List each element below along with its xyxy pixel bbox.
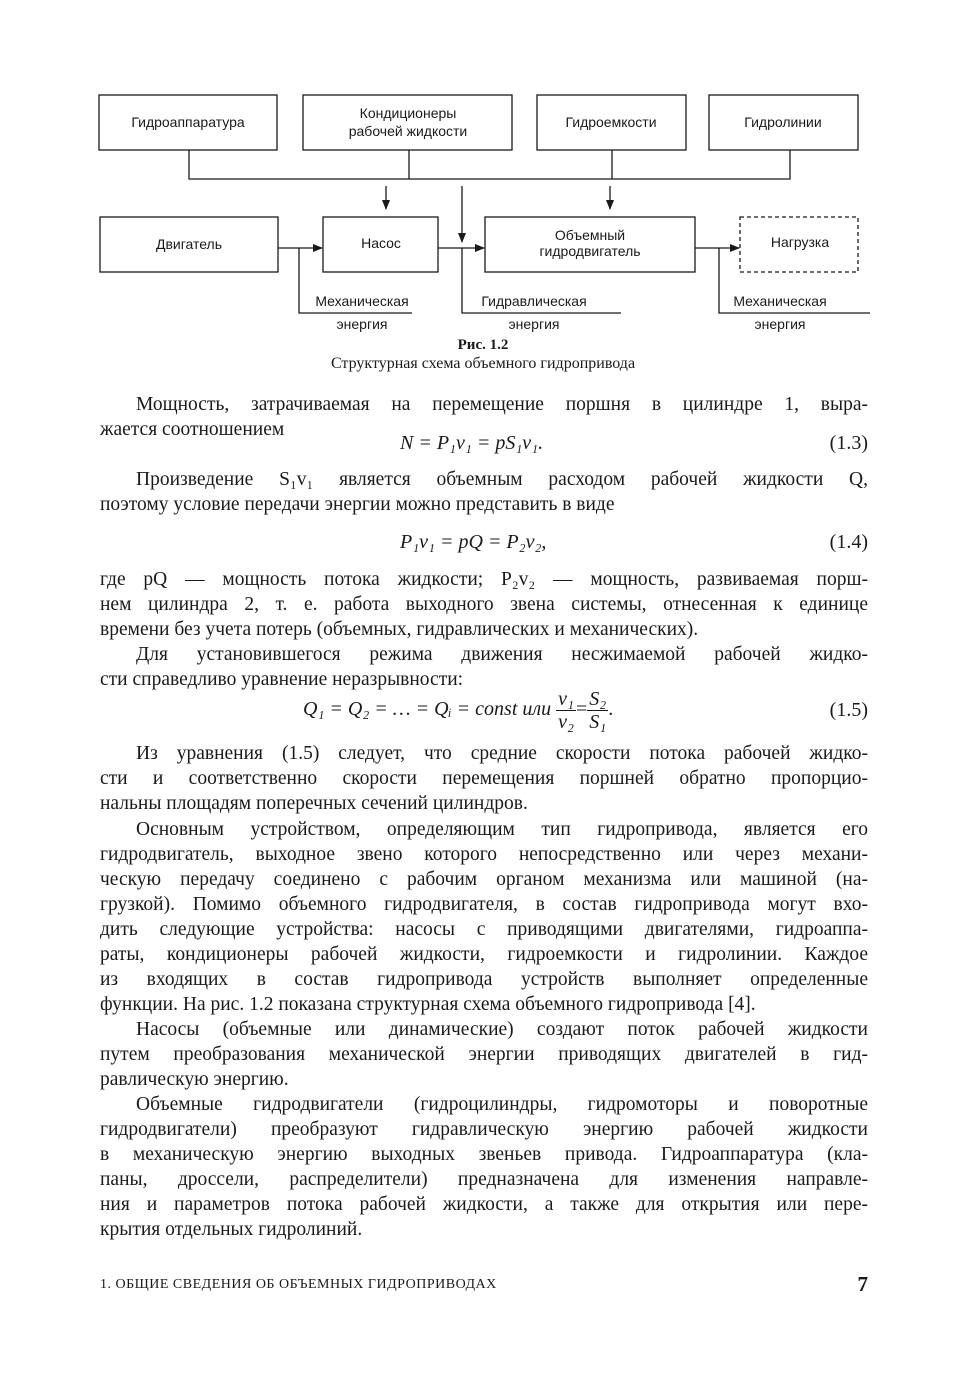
text-line: ния и параметров потока рабочей жидкости, а также для открытия или пере-: [100, 1194, 868, 1215]
text-line: равлическую энергию.: [100, 1069, 289, 1090]
text-line: раты, кондиционеры рабочей жидкости, гидроемкости и гидролинии. Каждое: [100, 944, 868, 965]
box-label: Гидроаппаратура: [131, 114, 245, 130]
box-label: Нагрузка: [770, 234, 830, 250]
fraction: [587, 688, 608, 733]
numerator: v₁: [558, 688, 574, 710]
formula-1-3: N = P₁v₁ = pS₁v₁.: [400, 432, 544, 454]
text-line: паны, дроссели, распределители) предназначена для изменения направле-: [100, 1169, 868, 1190]
energy-label: энергия: [508, 316, 560, 332]
fraction: [556, 688, 576, 733]
structure-diagram: [0, 0, 973, 340]
text-line: из входящих в состав гидропривода устройств выполняет определенные: [100, 969, 868, 990]
energy-label: энергия: [754, 316, 806, 332]
denominator: v₂: [558, 711, 574, 733]
text-line: грузкой). Помимо объемного гидродвигателя, в состав гидропривода могут вхо-: [100, 894, 868, 915]
text-line: времени без учета потерь (объемных, гидравлических и механических).: [100, 619, 699, 640]
text-line: сти справедливо уравнение неразрывности:: [100, 669, 464, 690]
text-line: сти и соответственно скорости перемещения поршней обратно пропорцио-: [100, 768, 868, 789]
text-line: Из уравнения (1.5) следует, что средние скорости потока рабочей жидко-: [136, 743, 868, 764]
equation-number: (1.5): [829, 699, 868, 721]
text-line: нальны площадям поперечных сечений цилиндров.: [100, 793, 528, 814]
text-line: Мощность, затрачиваемая на перемещение поршня в цилиндре 1, выра-: [136, 394, 868, 415]
text-line: гидродвигатели) преобразуют гидравлическую энергию рабочей жидкости: [100, 1119, 868, 1140]
energy-label: Механическая: [733, 293, 827, 309]
bus-line: [189, 150, 790, 179]
period: .: [608, 698, 614, 721]
box-label: Гидролинии: [744, 114, 822, 130]
energy-label: энергия: [336, 316, 388, 332]
figure-caption: Структурная схема объемного гидропривода: [330, 355, 636, 372]
text-line: нем цилиндра 2, т. е. работа выходного звена системы, отнесенная к единице: [100, 594, 868, 615]
running-footer: 1. ОБЩИЕ СВЕДЕНИЯ ОБ ОБЪЕМНЫХ ГИДРОПРИВОДАХ: [100, 1277, 497, 1292]
text-line: в механическую энергию выходных звеньев привода. Гидроаппаратура (кла-: [100, 1144, 868, 1165]
text-line: Произведение S₁v₁ является объемным расходом рабочей жидкости Q,: [136, 469, 868, 490]
text-line: функции. На рис. 1.2 показана структурная схема объемного гидропривода [4].: [100, 994, 756, 1015]
box-label: Двигатель: [155, 236, 223, 252]
page-number: 7: [857, 1272, 868, 1296]
denominator: S₁: [589, 711, 607, 733]
numerator: S₂: [589, 688, 607, 710]
text-line: путем преобразования механической энергии приводящих двигателей в гид-: [100, 1044, 868, 1065]
figure-number: Рис. 1.2: [457, 337, 509, 353]
energy-label: Гидравлическая: [481, 293, 587, 309]
equation-number: (1.3): [829, 432, 868, 454]
box-label: Гидроемкости: [565, 114, 657, 130]
text-line: где pQ — мощность потока жидкости; P₂v₂ — мощность, развиваемая порш-: [100, 569, 868, 590]
formula-1-5: [303, 688, 613, 733]
text-line: дить следующие устройства: насосы с приводящими двигателями, гидроаппа-: [100, 919, 868, 940]
energy-label: Механическая: [315, 293, 409, 309]
text-line: поэтому условие передачи энергии можно представить в виде: [100, 494, 615, 515]
box-label: Объемный: [554, 227, 626, 243]
box-label: рабочей жидкости: [348, 123, 468, 139]
box-label: гидродвигатель: [539, 243, 641, 259]
text-line: гидродвигатель, выходное звено которого непосредственно или через механи-: [100, 844, 868, 865]
equation-number: (1.4): [829, 531, 868, 553]
equals: =: [575, 698, 588, 721]
formula-continuity: Q₁ = Q₂ = … = Qᵢ = const или: [303, 698, 552, 721]
text-line: Объемные гидродвигатели (гидроцилиндры, гидромоторы и поворотные: [136, 1094, 868, 1115]
text-line: Основным устройством, определяющим тип гидропривода, является его: [136, 819, 868, 840]
formula-1-4: P₁v₁ = pQ = P₂v₂,: [400, 531, 547, 553]
text-line: Для установившегося режима движения несжимаемой рабочей жидко-: [136, 644, 868, 665]
box-label: Насос: [361, 235, 401, 251]
text-line: крытия отдельных гидролиний.: [100, 1219, 363, 1240]
box-label: Кондиционеры: [359, 105, 457, 121]
text-line: Насосы (объемные или динамические) создают поток рабочей жидкости: [136, 1019, 868, 1040]
text-line: жается соотношением: [100, 419, 285, 440]
text-line: ческую передачу соединено с рабочим органом механизма или машиной (на-: [100, 869, 868, 890]
